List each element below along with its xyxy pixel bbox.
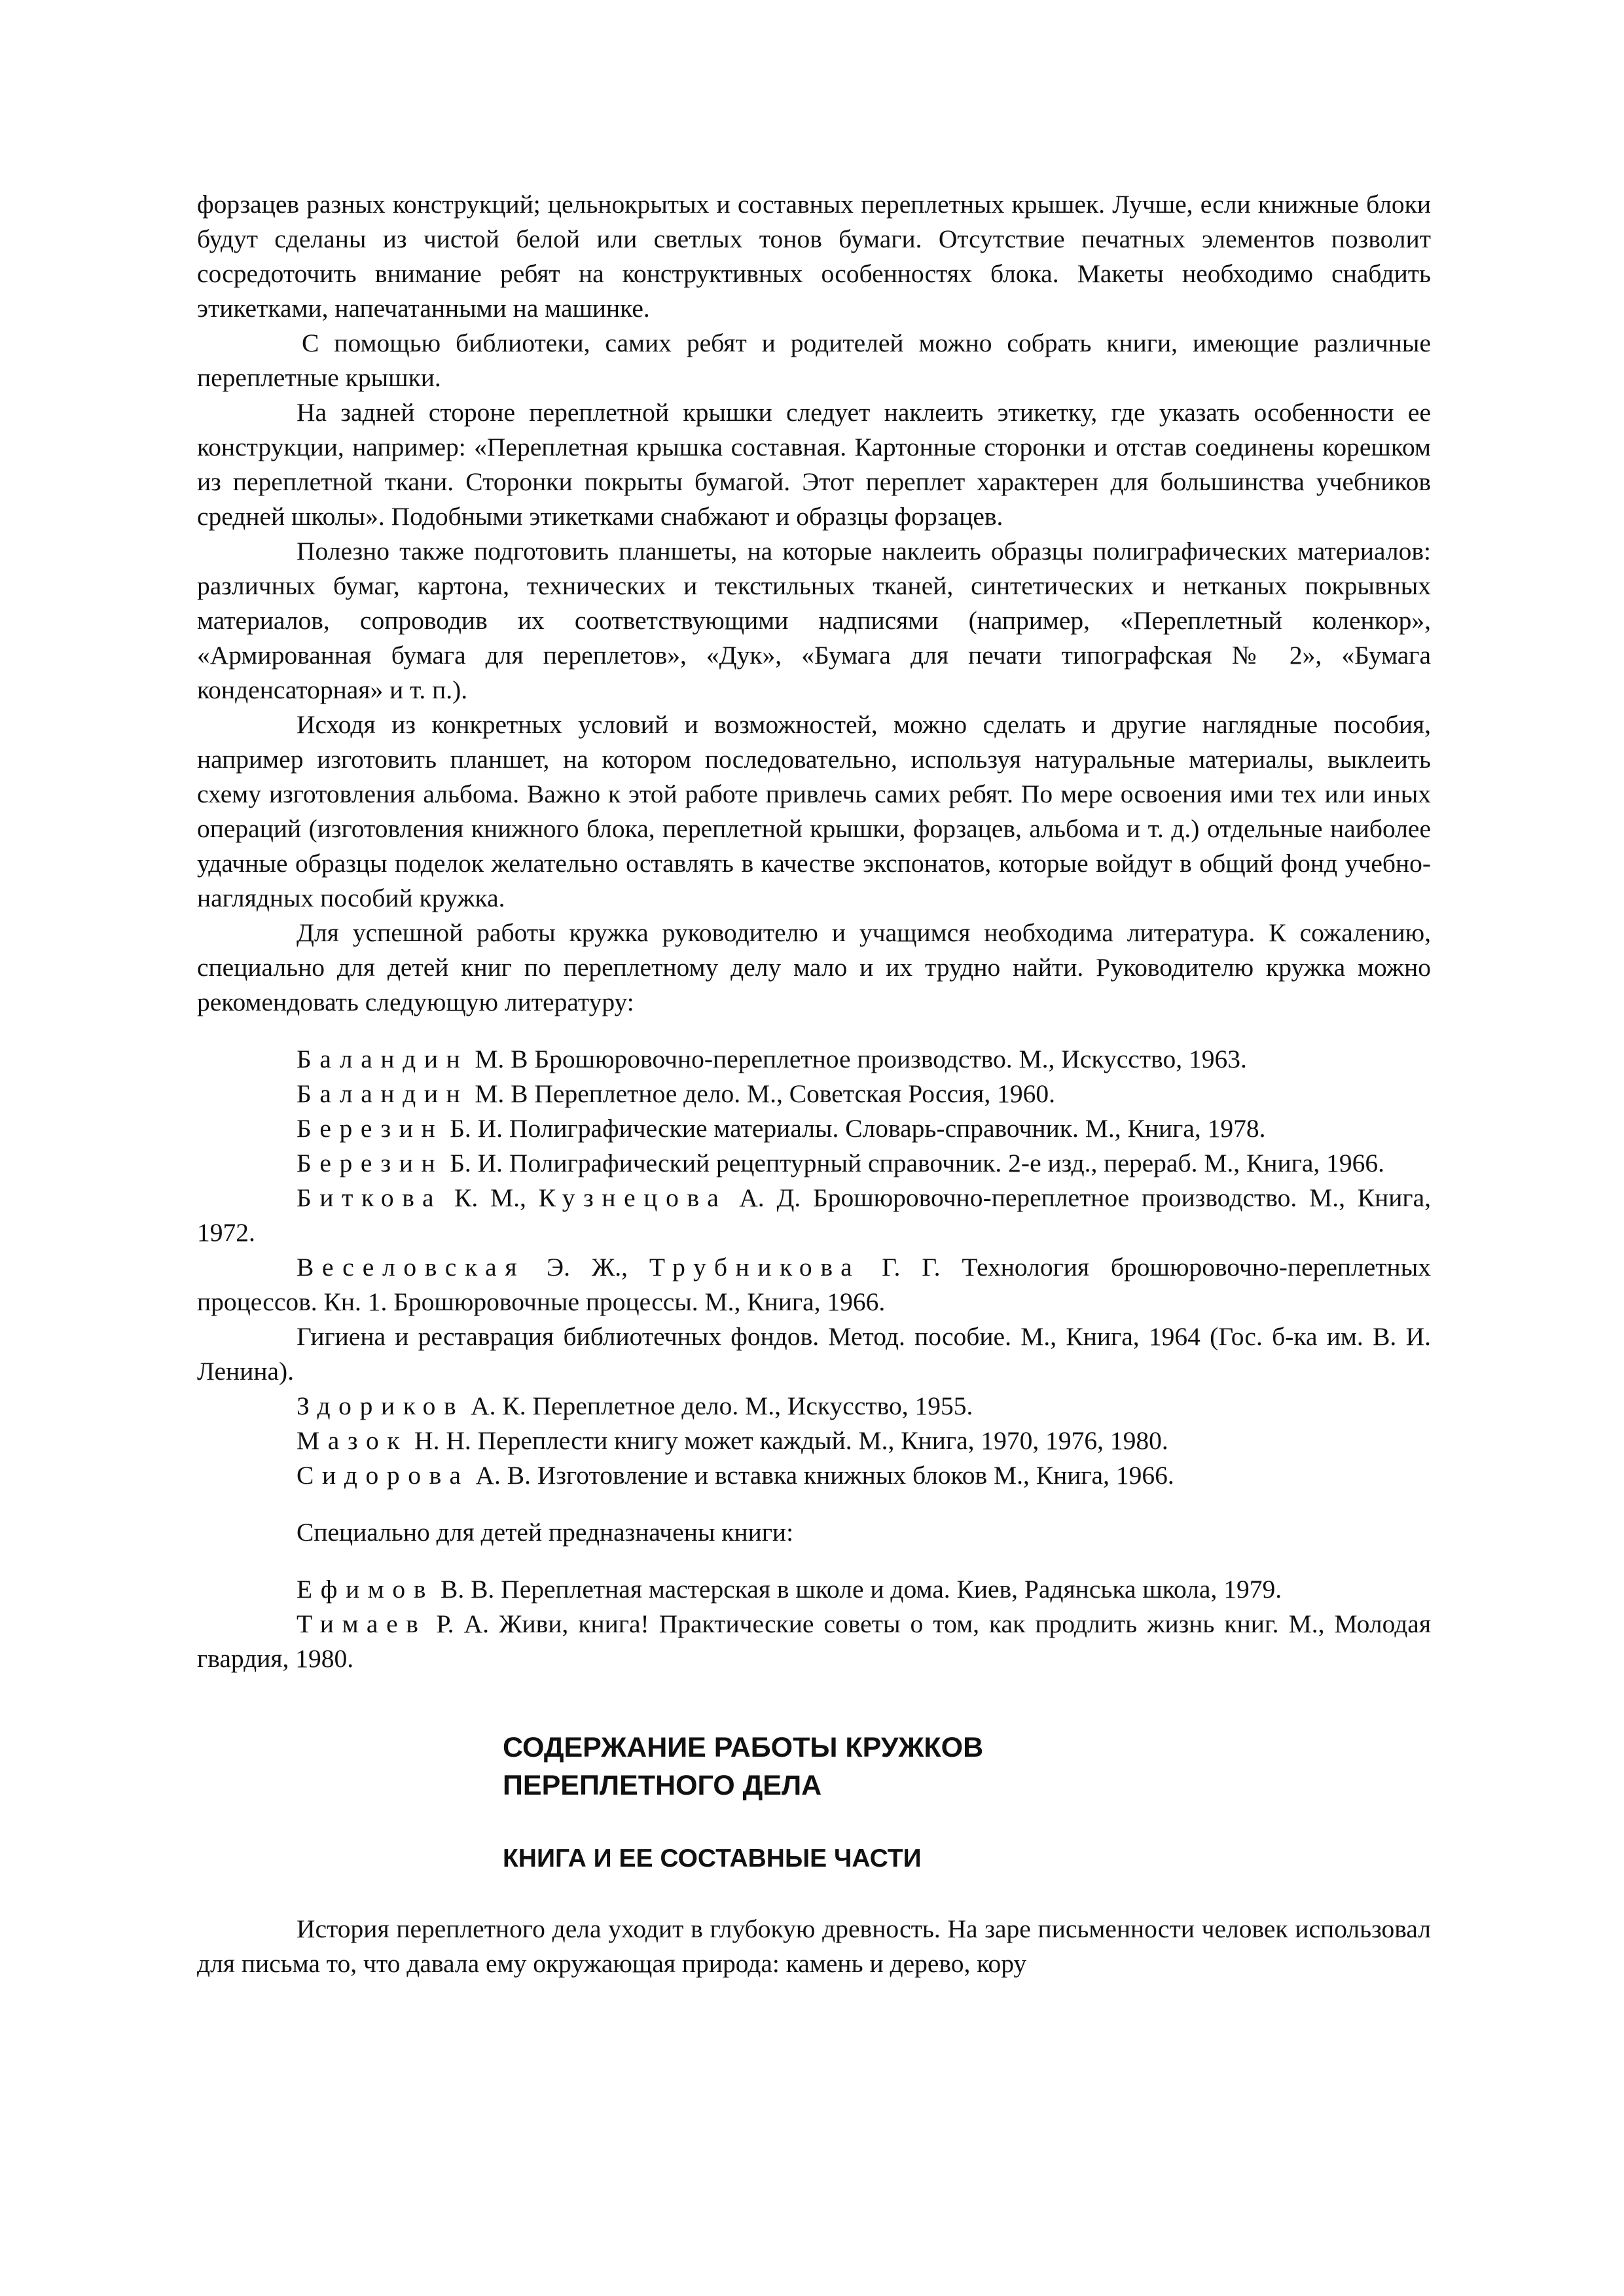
- paragraph-literature: Для успешной работы кружка руководителю и учащимся необходима литература. К сожалению, специально для детей книг по переплетному делу мало и их трудно найти. Руководителю кружка можно рекомендовать следующую литературу:: [197, 918, 1431, 1016]
- bibliography-item: Здориков А. К. Переплетное дело. М., Искусство, 1955.: [297, 1391, 973, 1420]
- bibliography-item: Сидорова А. В. Изготовление и вставка книжных блоков М., Книга, 1966.: [297, 1461, 1174, 1490]
- bibliography-item: Березин Б. И. Полиграфический рецептурный справочник. 2-е изд., перераб. М., Книга, 1966.: [297, 1149, 1385, 1177]
- bibliography-item: Биткова К. М., Кузнецова А. Д. Брошюровочно-переплетное производство. М., Книга, 1972.: [197, 1183, 1432, 1247]
- bibliography-item: Ефимов В. В. Переплетная мастерская в школе и дома. Киев, Радянська школа, 1979.: [297, 1575, 1282, 1604]
- section-body-paragraph: История переплетного дела уходит в глубокую древность. На заре письменности человек использовал для письма то, что давала ему окружающая природа: камень и дерево, кору: [197, 1914, 1431, 1978]
- bibliography-item: Гигиена и реставрация библиотечных фондов. Метод. пособие. М., Книга, 1964 (Гос. б-ка им. В. И. Ленина).: [197, 1322, 1431, 1386]
- bibliography-list: [197, 1042, 1431, 1493]
- bibliography-item: Березин Б. И. Полиграфические материалы. Словарь-справочник. М., Книга, 1978.: [297, 1114, 1266, 1143]
- section-title: [503, 1729, 1431, 1804]
- paragraph-boards: Полезно также подготовить планшеты, на которые наклеить образцы полиграфических материалов: различных бумаг, картона, технических и текстильных тканей, синтетических и нетканых покрывных материалов, сопроводив их соответствующими надписями (например, «Переплетный коленкор», «Армированная бумага для переплетов», «Дук», «Бумага для печати типографская № 2», «Бумага конденсаторная» и т. п.).: [197, 537, 1431, 704]
- children-books-list: [197, 1572, 1431, 1676]
- children-books-intro: Специально для детей предназначены книги:: [297, 1518, 794, 1547]
- paragraph-form-models: форзацев разных конструкций; цельнокрытых и составных переплетных крышек. Лучше, если книжные блоки будут сделаны из чистой белой или светлых тонов бумаги. Отсутствие печатных элементов позволит сосредоточить внимание ребят на конструктивных особенностях блока. Макеты необходимо снабдить этикетками, напечатанными на машинке.: [197, 190, 1431, 323]
- paragraph-collect-books: С помощью библиотеки, самих ребят и родителей можно собрать книги, имеющие различные переплетные крышки.: [197, 329, 1431, 392]
- section-title-line-1: СОДЕРЖАНИЕ РАБОТЫ КРУЖКОВ: [503, 1732, 984, 1763]
- bibliography-item: Баландин М. В Переплетное дело. М., Советская Россия, 1960.: [297, 1079, 1055, 1108]
- paragraph-visual-aids: Исходя из конкретных условий и возможностей, можно сделать и другие наглядные пособия, например изготовить планшет, на котором последовательно, используя натуральные материалы, выклеить схему изготовления альбома. Важно к этой работе привлечь самих ребят. По мере освоения ими тех или иных операций (изготовления книжного блока, переплетной крышки, форзацев, альбома и т. д.) отдельные наиболее удачные образцы поделок желательно оставлять в качестве экспонатов, которые войдут в общий фонд учебно-наглядных пособий кружка.: [197, 710, 1431, 912]
- bibliography-item: Мазок Н. Н. Переплести книгу может каждый. М., Книга, 1970, 1976, 1980.: [297, 1426, 1168, 1455]
- bibliography-item: Тимаев Р. А. Живи, книга! Практические советы о том, как продлить жизнь книг. М., Молодая гвардия, 1980.: [197, 1609, 1431, 1673]
- bibliography-item: Веселовская Э. Ж., Трубникова Г. Г. Технология брошюровочно-переплетных процессов. Кн. 1. Брошюровочные процессы. М., Книга, 1966.: [197, 1253, 1431, 1316]
- document-page: [197, 187, 1431, 1981]
- section-title-line-2: ПЕРЕПЛЕТНОГО ДЕЛА: [503, 1770, 822, 1801]
- bibliography-item: Баландин М. В Брошюровочно-переплетное производство. М., Искусство, 1963.: [297, 1045, 1247, 1073]
- paragraph-labels: На задней стороне переплетной крышки следует наклеить этикетку, где указать особенности ее конструкции, например: «Переплетная крышка составная. Картонные сторонки и отстав соединены корешком из переплетной ткани. Сторонки покрыты бумагой. Этот переплет характерен для большинства учебников средней школы». Подобными этикетками снабжают и образцы форзацев.: [197, 398, 1431, 531]
- section-subtitle: КНИГА И ЕЕ СОСТАВНЫЕ ЧАСТИ: [503, 1844, 922, 1873]
